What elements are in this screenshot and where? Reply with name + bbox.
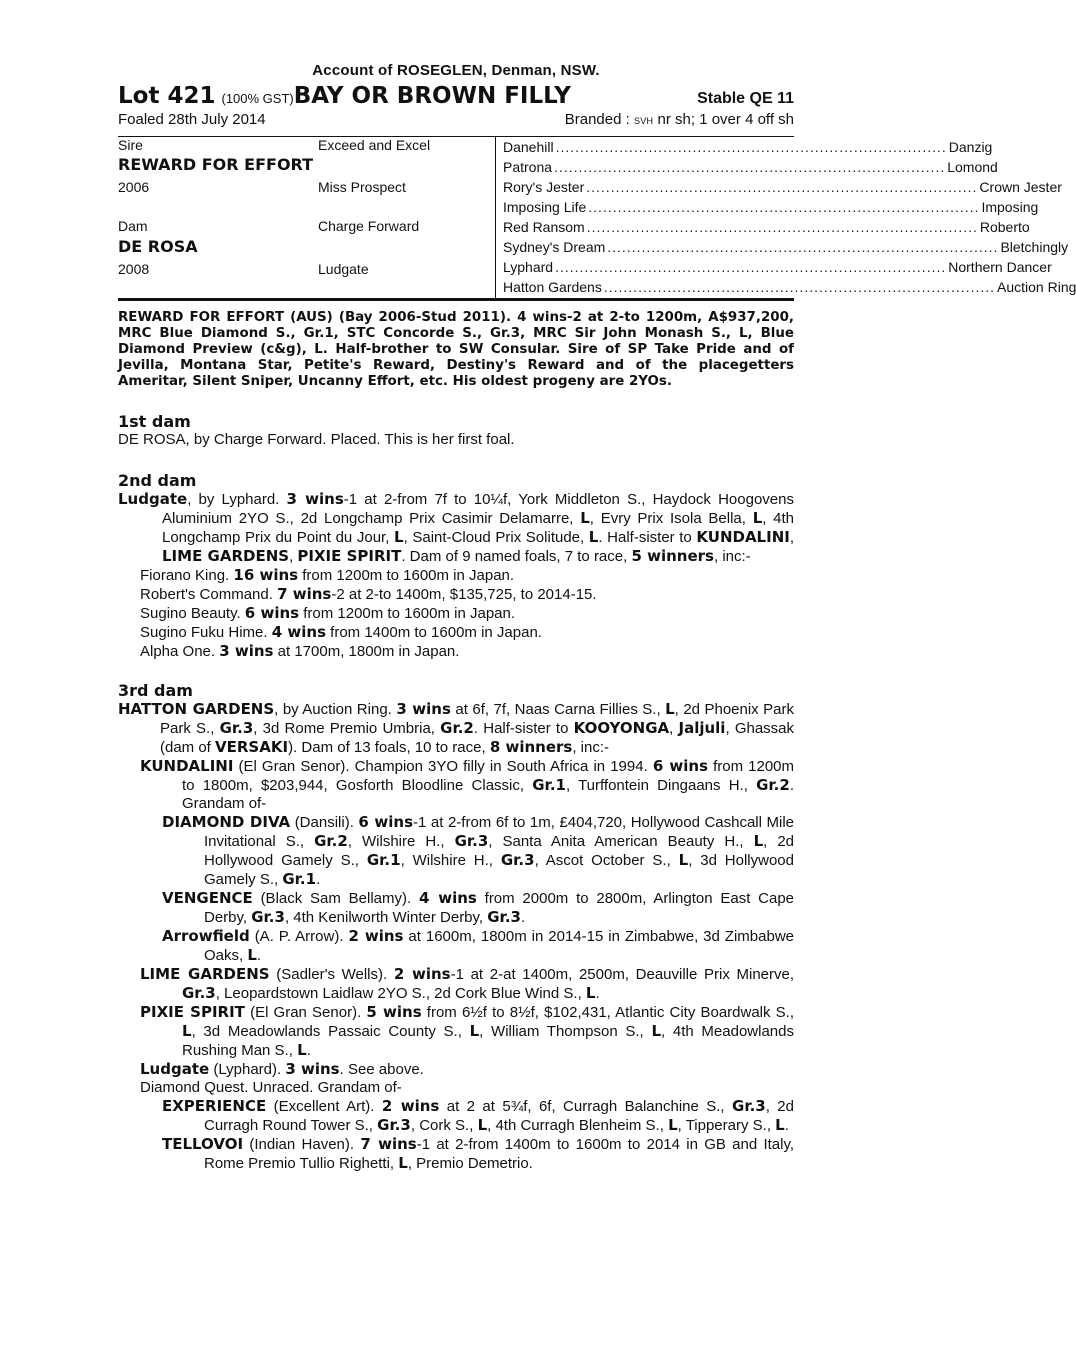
text-run: -2 at 2-to 1400m, $135,725, to 2014-15. <box>331 586 597 603</box>
foaled-date: Foaled 28th July 2014 <box>118 111 266 128</box>
text-run: (Lyphard). <box>209 1061 286 1078</box>
second-dam-progeny <box>118 566 794 661</box>
text-run: , inc:- <box>572 739 610 756</box>
bold-run: L <box>753 832 764 850</box>
family-entry <box>140 965 794 1003</box>
bold-run: Gr.2 <box>756 776 790 794</box>
grandparent-row <box>496 137 993 157</box>
bold-run: L <box>651 1022 661 1040</box>
text-run: -1 at 2-at 1400m, 2500m, Deauville Prix Minerve, <box>450 966 795 983</box>
text-run: at 1600m, 1800m in 2014-15 in Zimbabwe, 3d Zimbabwe Oaks, <box>204 928 794 964</box>
bold-run: VENGENCE <box>162 889 253 907</box>
grandparent-sire: Crown Jester <box>979 179 1062 195</box>
pedigree-parents <box>118 137 496 298</box>
text-run: (Black Sam Bellamy). <box>252 890 419 907</box>
dam-name: DE ROSA <box>118 237 198 256</box>
bold-run: LIME GARDENS <box>140 965 270 983</box>
brand-suffix: nr sh; 1 over 4 off sh <box>653 111 794 128</box>
bold-run: L <box>394 528 404 546</box>
pedigree-grandparents <box>496 137 1076 298</box>
bold-run: VERSAKI <box>215 738 289 756</box>
lot-number: Lot 421 <box>118 83 216 109</box>
bold-run: L <box>678 851 689 869</box>
text-run: , Premio Demetrio. <box>407 1155 533 1172</box>
text-run: , Ghassak (dam of <box>160 720 795 756</box>
bold-run: Jaljuli <box>678 719 726 737</box>
bold-run: Gr.3 <box>377 1116 411 1134</box>
text-run: Fiorano King. <box>140 567 234 584</box>
bold-run: Gr.3 <box>219 719 254 737</box>
sire-paragraph: REWARD FOR EFFORT (AUS) (Bay 2006-Stud 2011). 4 wins-2 at 2-to 1200m, A$937,200, MRC Blue Diamond S., Gr.1, STC Concorde S., Gr.3, MRC Sir John Monash S., L, Blue Diamond Preview (c&g), L. Half-brother to SW Consular. Sire of SP Take Pride and of Jevilla, Montana Star, Petite's Reward, Destiny's Reward and of the placegetters Ameritar, Silent Sniper, Uncanny Effort, etc. His oldest progeny are 2YOs. <box>118 310 794 389</box>
text-run: . <box>595 985 600 1002</box>
text-run: , Saint-Cloud Prix Solitude, <box>403 529 589 546</box>
text-run: , 4th Longchamp Prix du Point du Jour, <box>162 510 795 546</box>
bold-run: Gr.3 <box>732 1097 766 1115</box>
text-run: , William Thompson S., <box>479 1023 652 1040</box>
text-run: (El Gran Senor). <box>244 1004 367 1021</box>
text-run: at 1700m, 1800m in Japan. <box>273 643 460 660</box>
progeny-line <box>140 623 794 642</box>
grandparent-sire-line: Sydney's Dream <box>503 239 606 255</box>
bold-run: Gr.1 <box>366 851 401 869</box>
account-line: Account of ROSEGLEN, Denman, NSW. <box>312 62 600 79</box>
bold-run: L <box>247 946 257 964</box>
family-entry <box>140 1079 794 1097</box>
text-run: , 3d Meadowlands Passaic County S., <box>191 1023 470 1040</box>
second-dam-heading: 2nd dam <box>118 471 197 490</box>
leader-dots: ................................................................................ <box>586 179 978 195</box>
text-run: -1 at 2-from 7f to 10¼f, York Middleton S., Haydock Hoogovens Aluminium 2YO S., 2d Longchamp Prix Casimir Delamarre, <box>162 491 794 527</box>
grandparent-sire: Danzig <box>948 139 993 155</box>
leader-dots: ................................................................................ <box>603 279 996 295</box>
grandparent-row <box>496 217 1030 237</box>
pedigree-table <box>118 136 1076 301</box>
bold-run: Gr.3 <box>182 984 216 1002</box>
bold-run: 3 wins <box>285 1060 340 1078</box>
bold-run: 5 winners <box>631 547 714 565</box>
text-run: , <box>289 548 298 565</box>
first-dam-heading: 1st dam <box>118 412 191 431</box>
bold-run: L <box>469 1022 480 1040</box>
bold-run: L <box>182 1022 192 1040</box>
bold-run: Gr.2 <box>440 719 474 737</box>
bold-run: L <box>588 528 599 546</box>
text-run: , 4th Curragh Blenheim S., <box>487 1117 669 1134</box>
text-run: . <box>306 1042 311 1059</box>
family-entry <box>140 1060 794 1079</box>
first-dam-text: DE ROSA, by Charge Forward. Placed. This is her first foal. <box>118 431 515 448</box>
leader-dots: ................................................................................ <box>607 239 999 255</box>
text-run: from 1200m to 1800m, $203,944, Gosforth Bloodline Classic, <box>182 758 795 794</box>
text-run: from 1200m to 1600m in Japan. <box>299 605 516 622</box>
bold-run: EXPERIENCE <box>162 1097 267 1115</box>
grandparent-row <box>496 177 1062 197</box>
grandparent-row <box>496 157 998 177</box>
leader-dots: ................................................................................ <box>555 259 947 275</box>
text-run: , 2d Curragh Round Tower S., <box>204 1098 794 1134</box>
sire-label: Sire <box>118 137 143 153</box>
bold-run: 6 wins <box>244 604 300 622</box>
text-run: , Turffontein Dingaans H., <box>565 777 757 794</box>
grandparent-row <box>496 237 1069 257</box>
text-run: . <box>784 1117 789 1134</box>
text-run: (El Gran Senor). Champion 3YO filly in South Africa in 1994. <box>233 758 653 775</box>
dam-dam: Ludgate <box>318 261 369 277</box>
grandparent-sire: Northern Dancer <box>948 259 1052 275</box>
bold-run: Gr.1 <box>532 776 566 794</box>
third-dam-entries <box>118 700 794 1173</box>
bold-run: L <box>477 1116 488 1134</box>
text-run: Diamond Quest. Unraced. Grandam of- <box>140 1079 402 1096</box>
leader-dots: ................................................................................ <box>588 199 980 215</box>
text-run: . Half-sister to <box>598 529 697 546</box>
grandparent-row <box>496 197 1039 217</box>
text-run: . See above. <box>339 1061 424 1078</box>
text-run: , inc:- <box>713 548 751 565</box>
text-run: , Wilshire H., <box>347 833 455 850</box>
bold-run: L <box>668 1116 678 1134</box>
text-run: at 6f, 7f, Naas Carna Fillies S., <box>450 701 666 718</box>
text-run: Sugino Beauty. <box>140 605 245 622</box>
text-run: . Dam of 9 named foals, 7 to race, <box>401 548 632 565</box>
bold-run: L <box>297 1041 307 1059</box>
text-run: , Santa Anita American Beauty H., <box>488 833 754 850</box>
bold-run: 4 wins <box>418 889 477 907</box>
text-run: , 2d Hollywood Gamely S., <box>204 833 794 869</box>
bold-run: KUNDALINI <box>696 528 790 546</box>
family-entry <box>162 927 794 965</box>
family-entry <box>162 813 794 889</box>
bold-run: 5 wins <box>366 1003 422 1021</box>
bold-run: 6 wins <box>358 813 414 831</box>
sire-dam: Miss Prospect <box>318 179 406 195</box>
grandparent-sire-line: Patrona <box>503 159 553 175</box>
text-run: (Excellent Art). <box>266 1098 382 1115</box>
grandparent-row <box>496 257 1052 277</box>
bold-run: HATTON GARDENS <box>118 700 275 718</box>
brand-info <box>565 111 794 128</box>
bold-run: 7 wins <box>277 585 332 603</box>
bold-run: KUNDALINI <box>140 757 234 775</box>
foaled-line <box>118 111 794 128</box>
grandparent-sire-line: Danehill <box>503 139 554 155</box>
brand-prefix: Branded : <box>564 111 634 128</box>
grandparent-sire: Auction Ring <box>997 279 1076 295</box>
bold-run: 3 wins <box>396 700 451 718</box>
bold-run: Arrowfield <box>162 927 250 945</box>
family-entry <box>140 1003 794 1060</box>
bold-run: L <box>585 984 596 1002</box>
text-run: . Grandam of- <box>182 777 794 812</box>
text-run: . <box>520 909 526 926</box>
sire-sire: Exceed and Excel <box>318 137 431 153</box>
text-run: , Wilshire H., <box>400 852 501 869</box>
text-run: from 2000m to 2800m, Arlington East Cape Derby, <box>204 890 795 926</box>
stable-code: Stable QE 11 <box>697 90 794 107</box>
bold-run: 16 wins <box>233 566 299 584</box>
text-run: . Half-sister to <box>473 720 574 737</box>
bold-run: Gr.3 <box>454 832 489 850</box>
text-run: , Cork S., <box>410 1117 478 1134</box>
text-run: , 3d Hollywood Gamely S., <box>204 852 794 888</box>
bold-run: Gr.3 <box>500 851 535 869</box>
dam-year: 2008 <box>118 261 150 277</box>
text-run: , 3d Rome Premio Umbria, <box>253 720 441 737</box>
bold-run: Gr.3 <box>251 908 285 926</box>
bold-run: 2 wins <box>381 1097 440 1115</box>
leader-dots: ................................................................................ <box>555 139 947 155</box>
text-run: , Tipperary S., <box>677 1117 776 1134</box>
text-run: . <box>256 947 262 964</box>
leader-dots: ................................................................................ <box>586 219 978 235</box>
bold-run: TELLOVOI <box>162 1135 244 1153</box>
bold-run: L <box>775 1116 785 1134</box>
text-run: from 1200m to 1600m in Japan. <box>298 567 515 584</box>
text-run: , 4th Meadowlands Rushing Man S., <box>182 1023 794 1059</box>
text-run: , Leopardstown Laidlaw 2YO S., 2d Cork Blue Wind S., <box>215 985 586 1002</box>
text-run: , Evry Prix Isola Bella, <box>589 510 753 527</box>
text-run: Alpha One. <box>140 643 220 660</box>
lot-line <box>118 83 794 109</box>
text-run: at 2 at 5¾f, 6f, Curragh Balanchine S., <box>439 1098 733 1115</box>
sire-year: 2006 <box>118 179 150 195</box>
text-run: (Indian Haven). <box>243 1136 361 1153</box>
gst-note: (100% GST) <box>221 91 294 106</box>
text-run: from 1400m to 1600m in Japan. <box>326 624 542 641</box>
bold-run: Gr.3 <box>487 908 521 926</box>
text-run: , <box>789 529 795 546</box>
bold-run: Ludgate <box>140 1060 210 1078</box>
text-run: , 4th Kenilworth Winter Derby, <box>284 909 488 926</box>
bold-run: 6 wins <box>652 757 708 775</box>
bold-run: L <box>398 1154 408 1172</box>
bold-run: 3 wins <box>219 642 274 660</box>
text-run: (Sadler's Wells). <box>269 966 394 983</box>
progeny-line <box>140 566 794 585</box>
bold-run: 7 wins <box>360 1135 417 1153</box>
bold-run: 2 wins <box>393 965 451 983</box>
grandparent-sire-line: Hatton Gardens <box>503 279 602 295</box>
leader-dots: ................................................................................ <box>554 159 946 175</box>
lot-description: BAY OR BROWN FILLY <box>293 83 571 109</box>
text-run: Robert's Command. <box>140 586 278 603</box>
progeny-line <box>140 642 794 661</box>
bold-run: Gr.1 <box>282 870 317 888</box>
bold-run: DIAMOND DIVA <box>162 813 291 831</box>
grandparent-sire-line: Red Ransom <box>503 219 585 235</box>
text-run: (Dansili). <box>290 814 359 831</box>
bold-run: LIME GARDENS <box>162 547 290 565</box>
bold-run: Ludgate <box>118 490 188 508</box>
text-run: , 2d Phoenix Park Park S., <box>160 701 794 737</box>
catalogue-page <box>118 62 1076 1173</box>
grandparent-sire: Imposing <box>981 199 1039 215</box>
bold-run: Gr.2 <box>314 832 348 850</box>
grandparent-sire-line: Lyphard <box>503 259 554 275</box>
grandparent-sire: Lomond <box>947 159 998 175</box>
bold-run: L <box>665 700 675 718</box>
bold-run: 2 wins <box>348 927 404 945</box>
grandparent-sire-line: Rory's Jester <box>503 179 585 195</box>
family-entry <box>162 1135 794 1173</box>
grandparent-sire: Bletchingly <box>1000 239 1069 255</box>
grandparent-sire-line: Imposing Life <box>503 199 587 215</box>
brand-mark: SVH <box>633 116 654 126</box>
grandparent-row <box>496 277 1076 297</box>
family-entry <box>140 757 794 813</box>
second-dam-text <box>118 490 794 566</box>
text-run: , by Lyphard. <box>187 491 287 508</box>
sire-name: REWARD FOR EFFORT <box>118 155 314 174</box>
bold-run: 8 winners <box>489 738 573 756</box>
text-run: , <box>669 720 679 737</box>
text-run: Sugino Fuku Hime. <box>140 624 272 641</box>
bold-run: KOOYONGA <box>573 719 670 737</box>
bold-run: PIXIE SPIRIT <box>140 1003 245 1021</box>
bold-run: PIXIE SPIRIT <box>297 547 402 565</box>
text-run: (A. P. Arrow). <box>249 928 349 945</box>
text-run: . <box>316 871 321 888</box>
text-run: ). Dam of 13 foals, 10 to race, <box>288 739 490 756</box>
text-run: , by Auction Ring. <box>274 701 397 718</box>
bold-run: 4 wins <box>271 623 326 641</box>
bold-run: L <box>752 509 763 527</box>
family-entry <box>162 1097 794 1135</box>
bold-run: 3 wins <box>286 490 344 508</box>
text-run: , Ascot October S., <box>534 852 679 869</box>
text-run: -1 at 2-from 1400m to 1600m to 2014 in GB and Italy, Rome Premio Tullio Righetti, <box>204 1136 795 1172</box>
dam-label: Dam <box>118 218 148 234</box>
bold-run: L <box>580 509 590 527</box>
progeny-line <box>140 604 794 623</box>
dam-sire: Charge Forward <box>318 218 420 234</box>
text-run: -1 at 2-from 6f to 1m, £404,720, Hollywood Cashcall Mile Invitational S., <box>204 814 795 850</box>
family-entry <box>162 889 794 927</box>
third-dam-heading: 3rd dam <box>118 681 193 700</box>
progeny-line <box>140 585 794 604</box>
family-entry <box>118 700 794 757</box>
text-run: from 6½f to 8½f, $102,431, Atlantic City Boardwalk S., <box>421 1004 794 1021</box>
grandparent-sire: Roberto <box>979 219 1030 235</box>
